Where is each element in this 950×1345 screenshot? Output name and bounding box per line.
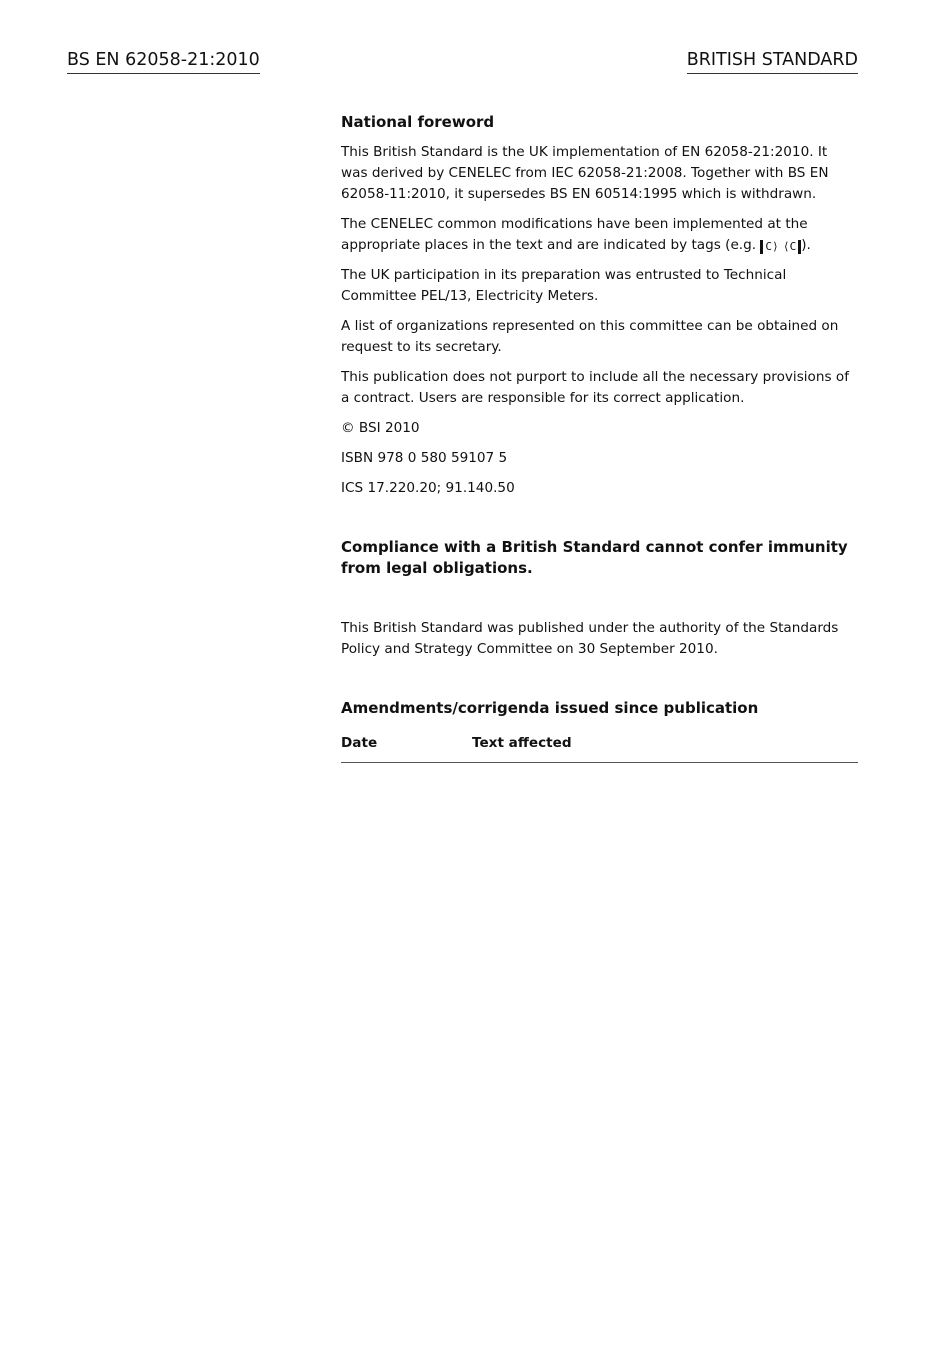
foreword-paragraph-organizations: A list of organizations represented on this committee can be obtained on request to its secretary. [341, 318, 839, 355]
copyright-line: © BSI 2010 [341, 420, 420, 436]
column-header-text-affected: Text affected [472, 735, 572, 751]
modifications-suffix: ). [801, 237, 811, 253]
foreword-heading: National foreword [341, 113, 495, 131]
ics-line: ICS 17.220.20; 91.140.50 [341, 480, 515, 496]
foreword-paragraph-implementation: This British Standard is the UK implementation of EN 62058-21:2010. It was derived by CENELEC from IEC 62058-21:2008. Together with BS EN 62058-11:2010, it supersedes BS EN 60514:1995 which is withdrawn. [341, 144, 829, 202]
foreword-paragraph-committee: The UK participation in its preparation was entrusted to Technical Committee PEL/13, Electricity Meters. [341, 267, 787, 304]
isbn-line: ISBN 978 0 580 59107 5 [341, 450, 508, 466]
foreword-paragraph-modifications [341, 214, 858, 256]
document-number: BS EN 62058-21:2010 [67, 48, 260, 74]
modifications-text: The CENELEC common modifications have been implemented at the appropriate places in the text and are indicated by tags (e.g. [341, 216, 808, 253]
tag-open-icon: C⟩ [760, 240, 778, 254]
foreword-paragraph-provisions: This publication does not purport to include all the necessary provisions of a contract. Users are responsible for its correct application. [341, 369, 849, 406]
amendments-table-header [341, 733, 858, 763]
publication-statement: This British Standard was published under the authority of the Standards Policy and Strategy Committee on 30 September 2010. [341, 620, 839, 657]
tag-close-icon: ⟨C [783, 240, 801, 254]
column-header-date: Date [341, 735, 378, 751]
amendments-heading: Amendments/corrigenda issued since publication [341, 699, 759, 717]
national-foreword-section [341, 112, 858, 763]
standard-series-label: BRITISH STANDARD [687, 48, 858, 74]
compliance-statement: Compliance with a British Standard cannot confer immunity from legal obligations. [341, 538, 848, 577]
